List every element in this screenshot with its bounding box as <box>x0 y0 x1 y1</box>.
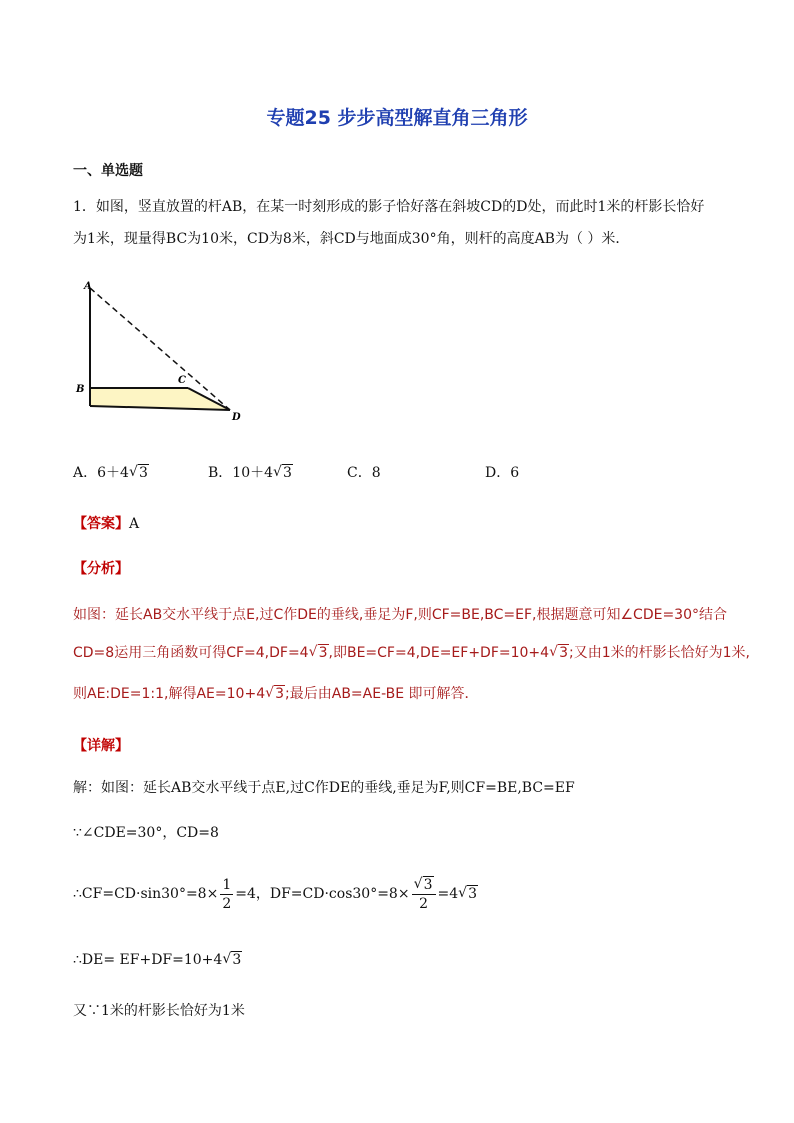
section-heading: 一、单选题 <box>73 163 143 179</box>
detail-line-2: ∵∠CDE=30°，CD=8 <box>73 825 219 841</box>
triangle-figure <box>70 278 250 428</box>
detail-line-4: ∴DE= EF+DF=10+4√ 3 <box>73 950 723 970</box>
option-d: D．6 <box>485 465 520 481</box>
label-b: B <box>76 384 85 395</box>
fraction-root3-half: √ $\frac{3}{2}$ <box>412 876 436 913</box>
detail-line-1: 解：如图：延长AB交水平线于点E,过C作DE的垂线,垂足为F,则CF=BE,BC=EF <box>73 780 575 796</box>
label-d: D <box>232 412 241 423</box>
detail-line-3: ∴CF=CD·sin30°=8× $\frac{1}{2}$ =4，DF=CD·cos30°=8× √ $\frac{3}{2}$ =4√ 3 <box>73 875 723 913</box>
analysis-heading: 【分析】 <box>73 561 129 577</box>
fraction-one-half: $\frac{1}{2}$ <box>222 876 232 912</box>
analysis-line-2: CD=8运用三角函数可得CF=4,DF=4√ 3,即BE=CF=4,DE=EF+DF=10+4√ 3;又由1米的杆影长恰好为1米, <box>73 642 750 662</box>
option-a: A．6＋4√ 3 <box>73 462 149 482</box>
label-a: A <box>84 281 92 292</box>
analysis-line-3: 则AE:DE=1:1,解得AE=10+4√ 3;最后由AB=AE-BE 即可解答． <box>73 683 479 703</box>
question-line-2: 为1米，现量得BC为10米，CD为8米，斜CD与地面成30°角，则杆的高度AB为（ ）米． <box>73 231 630 247</box>
option-c: C．8 <box>347 465 381 481</box>
analysis-line-1: 如图：延长AB交水平线于点E,过C作DE的垂线,垂足为F,则CF=BE,BC=EF,根据题意可知∠CDE=30°结合 <box>73 607 727 623</box>
option-b: B．10＋4√ 3 <box>208 462 293 482</box>
page-title: 专题25 步步高型解直角三角形 <box>266 107 528 129</box>
detail-heading: 【详解】 <box>73 738 129 754</box>
detail-line-5: 又∵1米的杆影长恰好为1米 <box>73 1003 245 1019</box>
question-line-1: 1．如图，竖直放置的杆AB，在某一时刻形成的影子恰好落在斜坡CD的D处，而此时1米的杆影长恰好 <box>73 199 705 215</box>
label-c: C <box>178 375 186 386</box>
answer-line: 【答案】A <box>73 516 140 532</box>
